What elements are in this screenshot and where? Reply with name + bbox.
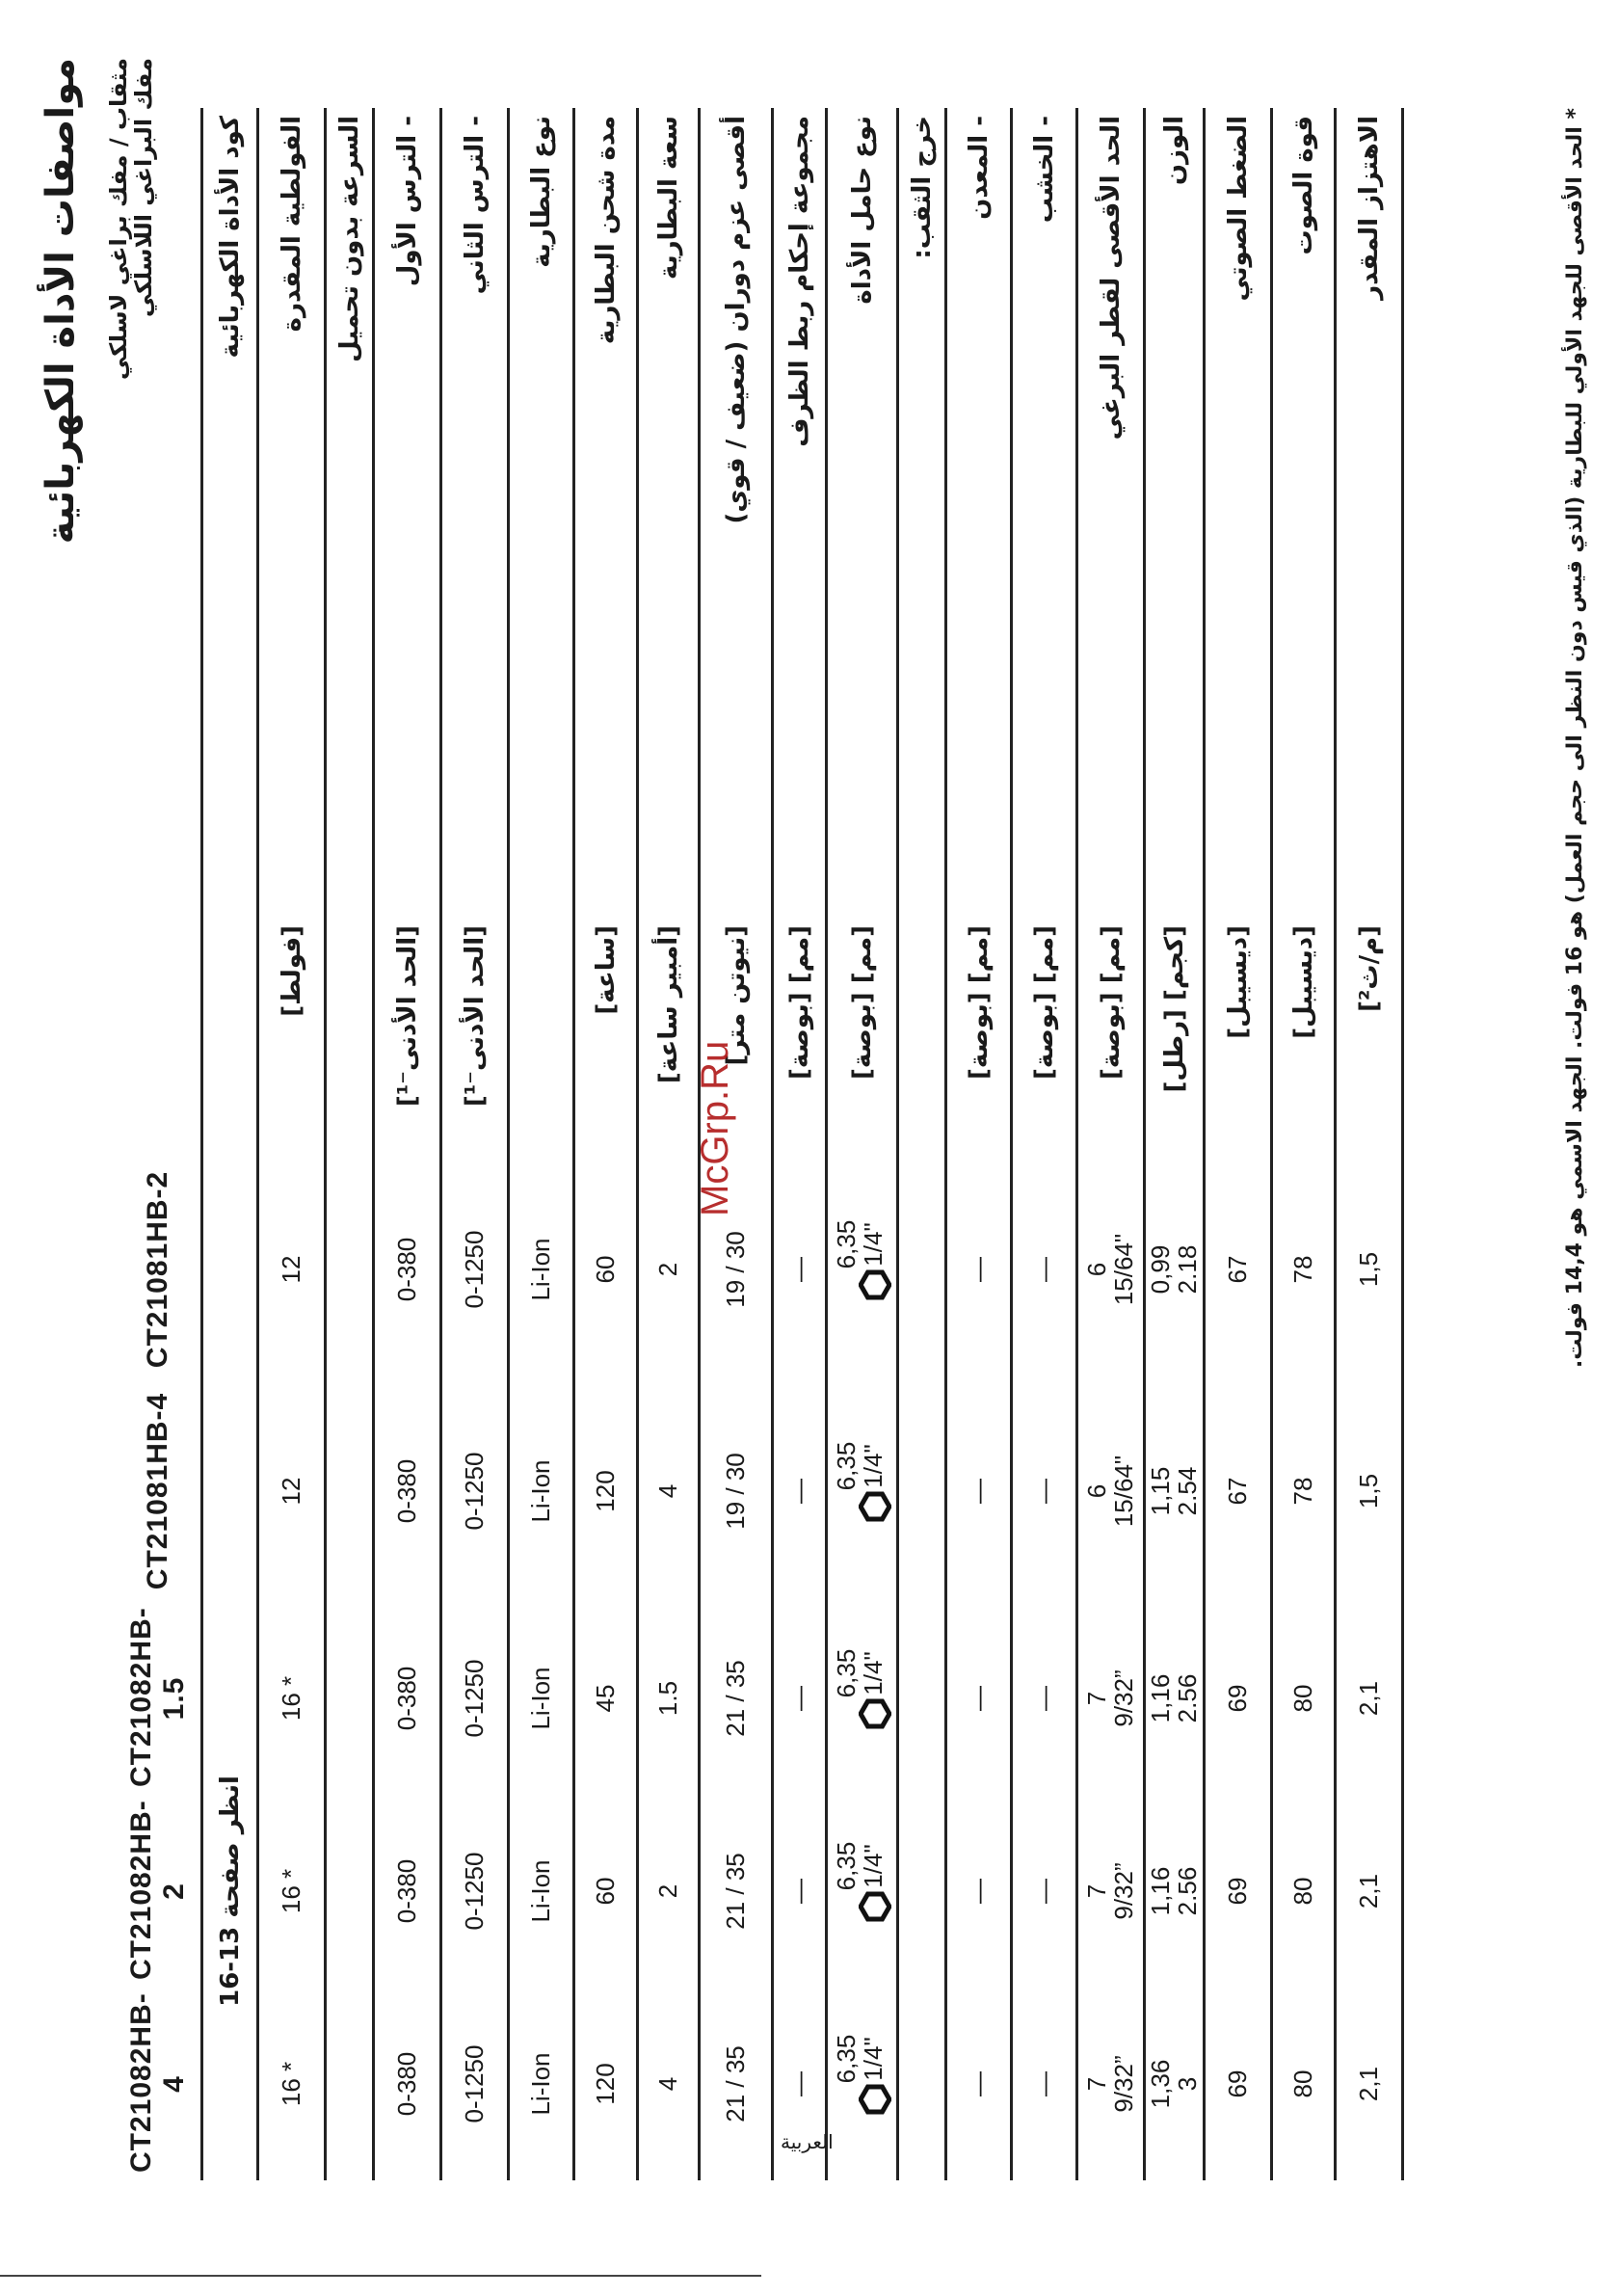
unit-cell: [أمبير ساعة] bbox=[638, 918, 700, 1159]
spec-row bbox=[258, 108, 326, 2180]
spec-row bbox=[827, 108, 898, 2180]
value-cell bbox=[1077, 1159, 1145, 1380]
value-text: 69 bbox=[1223, 1684, 1252, 1713]
row-label: الفولطية المقدرة bbox=[258, 108, 326, 918]
value-cell bbox=[574, 1159, 638, 1380]
value-cell bbox=[827, 1795, 898, 1988]
value-cell bbox=[898, 1602, 946, 1795]
value-secondary: 1/4" bbox=[858, 1844, 888, 1888]
spec-row bbox=[574, 108, 638, 2180]
footnote: * الحد الأقصى للجهد الأولي للبطارية (الذي قيس دون النظر الى حجم العمل) هو 16 فولت. الجهد الاسمي هو 14,4 فولت. bbox=[1563, 108, 1587, 1369]
stacked-value bbox=[1083, 1862, 1137, 1919]
value-text: Li-Ion bbox=[526, 1859, 555, 1923]
value-text: — bbox=[1029, 1686, 1058, 1711]
value-text: 21 / 35 bbox=[721, 1660, 750, 1737]
value-cell bbox=[258, 1602, 326, 1795]
row-label: سعة البطارية bbox=[638, 108, 700, 918]
unit-header bbox=[116, 918, 202, 1159]
value-text: 2,1 bbox=[1354, 1680, 1383, 1717]
value-secondary: 2.18 bbox=[1172, 1244, 1202, 1295]
value-cell bbox=[898, 1380, 946, 1602]
value-secondary: 15/64" bbox=[1108, 1233, 1138, 1306]
value-text: 1.5 bbox=[653, 1680, 682, 1717]
row-label: نوع البطارية bbox=[509, 108, 574, 918]
label-header bbox=[116, 108, 202, 918]
value-text: Li-Ion bbox=[526, 2052, 555, 2116]
see-page-note: انظر صفحة 13-16 bbox=[202, 1602, 258, 2180]
unit-cell: [فولط] bbox=[258, 918, 326, 1159]
value-cell bbox=[326, 1380, 374, 1602]
value-text: — bbox=[784, 1479, 813, 1504]
value-text: 0-380 bbox=[392, 1858, 421, 1924]
value-cell bbox=[1012, 1159, 1077, 1380]
row-label: - المعدن bbox=[946, 108, 1012, 918]
row-label: السرعة بدون تحميل bbox=[326, 108, 374, 918]
value-text: — bbox=[964, 1257, 993, 1282]
unit-cell: [م/ث²] bbox=[1336, 918, 1403, 1159]
value-secondary: 9/32” bbox=[1108, 1669, 1138, 1727]
value-cell bbox=[827, 1602, 898, 1795]
value-cell bbox=[574, 1380, 638, 1602]
value-text: 16 * bbox=[277, 2061, 305, 2107]
value-primary: 6 bbox=[1081, 1483, 1111, 1499]
value-primary: 6,35 bbox=[831, 1841, 861, 1891]
value-cell bbox=[898, 1988, 946, 2180]
stacked-value bbox=[1083, 2055, 1137, 2112]
value-cell bbox=[509, 1795, 574, 1988]
value-cell bbox=[898, 1795, 946, 1988]
value-secondary: 3 bbox=[1172, 2076, 1202, 2092]
spec-table bbox=[116, 108, 1404, 2180]
unit-cell: [مم] [بوصة] bbox=[946, 918, 1012, 1159]
spec-row bbox=[1205, 108, 1272, 2180]
value-cell bbox=[1012, 1602, 1077, 1795]
row-label: نوع حامل الأداة bbox=[827, 108, 898, 918]
unit-cell: [كجم] [رطل] bbox=[1145, 918, 1205, 1159]
value-text: 67 bbox=[1223, 1255, 1252, 1284]
stacked-value bbox=[1083, 1455, 1137, 1527]
value-cell bbox=[509, 1159, 574, 1380]
row-label: كود الأداة الكهربائية bbox=[202, 108, 258, 918]
value-primary: 7 bbox=[1081, 1691, 1111, 1706]
value-cell bbox=[1012, 1380, 1077, 1602]
value-secondary: 9/32” bbox=[1108, 2055, 1138, 2113]
value-primary: 6,35 bbox=[831, 2034, 861, 2084]
value-cell bbox=[1012, 1988, 1077, 2180]
value-cell bbox=[946, 1380, 1012, 1602]
value-text: 21 / 35 bbox=[721, 2045, 750, 2122]
value-text: 1,5 bbox=[1354, 1251, 1383, 1288]
value-text: 0-1250 bbox=[460, 1659, 489, 1738]
unit-cell: [ساعة] bbox=[574, 918, 638, 1159]
page-language-label: العربية bbox=[781, 2130, 834, 2153]
row-label: أقصى عزم دوران (ضعيف / قوي) bbox=[700, 108, 773, 918]
value-text: — bbox=[1029, 1879, 1058, 1904]
value-cell bbox=[700, 1795, 773, 1988]
value-cell bbox=[946, 1795, 1012, 1988]
row-label: - الترس الثاني bbox=[441, 108, 509, 918]
value-text: — bbox=[964, 2071, 993, 2096]
value-text: 0-1250 bbox=[460, 1230, 489, 1309]
value-secondary: 2.56 bbox=[1172, 1866, 1202, 1916]
watermark: McGrp.Ru bbox=[694, 1040, 736, 1216]
value-cell bbox=[827, 1988, 898, 2180]
column-header: CT21081HB-4 bbox=[116, 1380, 202, 1602]
stacked-value bbox=[833, 2035, 887, 2084]
value-cell bbox=[258, 1159, 326, 1380]
value-text: 16 * bbox=[277, 1675, 305, 1722]
stacked-value bbox=[1147, 1867, 1201, 1916]
value-cell bbox=[441, 1988, 509, 2180]
value-cell bbox=[1336, 1159, 1403, 1380]
spec-row bbox=[509, 108, 574, 2180]
value-cell bbox=[374, 1795, 441, 1988]
spec-row bbox=[374, 108, 441, 2180]
unit-cell: [الحد الأدنى⁻¹] bbox=[374, 918, 441, 1159]
value-cell bbox=[638, 1602, 700, 1795]
row-label: الضغط الصوتي bbox=[1205, 108, 1272, 918]
value-cell bbox=[1272, 1159, 1336, 1380]
column-header: CT21082HB-1.5 bbox=[116, 1602, 202, 1795]
value-primary: 1,36 bbox=[1145, 2059, 1175, 2109]
value-text: — bbox=[964, 1686, 993, 1711]
value-text: — bbox=[784, 2071, 813, 2096]
value-primary: 7 bbox=[1081, 2076, 1111, 2092]
value-cell bbox=[946, 1988, 1012, 2180]
value-cell bbox=[326, 1159, 374, 1380]
value-cell bbox=[1205, 1602, 1272, 1795]
spec-row bbox=[202, 108, 258, 2180]
value-text: 80 bbox=[1288, 1877, 1317, 1906]
unit-cell: [مم] [بوصة] bbox=[1012, 918, 1077, 1159]
unit-cell: [مم] [بوصة] bbox=[773, 918, 827, 1159]
stacked-value bbox=[833, 1842, 887, 1891]
column-header: CT21082HB-4 bbox=[116, 1988, 202, 2180]
row-label: - الترس الأول bbox=[374, 108, 441, 918]
value-text: 12 bbox=[277, 1477, 305, 1506]
value-text: 0-1250 bbox=[460, 1852, 489, 1931]
unit-cell bbox=[326, 918, 374, 1159]
value-cell bbox=[574, 1602, 638, 1795]
spec-row bbox=[441, 108, 509, 2180]
value-cell bbox=[700, 1380, 773, 1602]
value-cell bbox=[946, 1602, 1012, 1795]
value-text: 78 bbox=[1288, 1255, 1317, 1284]
value-text: 0-380 bbox=[392, 1237, 421, 1302]
value-cell bbox=[898, 1159, 946, 1380]
value-cell bbox=[441, 1795, 509, 1988]
value-cell bbox=[1272, 1602, 1336, 1795]
unit-cell: [الحد الأدنى⁻¹] bbox=[441, 918, 509, 1159]
value-primary: 6,35 bbox=[831, 1441, 861, 1491]
spec-row bbox=[1077, 108, 1145, 2180]
value-text: 80 bbox=[1288, 2069, 1317, 2098]
value-cell bbox=[509, 1988, 574, 2180]
value-cell bbox=[1272, 1795, 1336, 1988]
stacked-value bbox=[833, 1649, 887, 1698]
value-cell bbox=[202, 1380, 258, 1602]
value-text: 2,1 bbox=[1354, 2066, 1383, 2102]
value-cell bbox=[1336, 1795, 1403, 1988]
value-cell bbox=[1012, 1795, 1077, 1988]
value-text: 19 / 30 bbox=[721, 1231, 750, 1308]
value-cell bbox=[441, 1602, 509, 1795]
value-text: 0-1250 bbox=[460, 1452, 489, 1531]
stacked-value bbox=[1147, 1467, 1201, 1516]
value-primary: 1,16 bbox=[1145, 1673, 1175, 1723]
value-cell bbox=[1336, 1602, 1403, 1795]
value-text: 16 * bbox=[277, 1868, 305, 1914]
value-cell bbox=[509, 1380, 574, 1602]
subtitle-line-1: مثقاب / مفك براغي لاسلكي bbox=[105, 58, 132, 381]
value-cell bbox=[326, 1795, 374, 1988]
unit-cell bbox=[898, 918, 946, 1159]
value-text: 21 / 35 bbox=[721, 1853, 750, 1930]
spec-row bbox=[326, 108, 374, 2180]
value-text: 69 bbox=[1223, 1877, 1252, 1906]
spec-row bbox=[1012, 108, 1077, 2180]
stacked-value bbox=[1147, 1245, 1201, 1295]
stacked-value bbox=[1083, 1669, 1137, 1726]
value-text: 1,5 bbox=[1354, 1473, 1383, 1509]
spec-row bbox=[1336, 108, 1403, 2180]
value-text: 0-380 bbox=[392, 1458, 421, 1524]
value-text: 2 bbox=[653, 1883, 682, 1899]
value-primary: 6 bbox=[1081, 1262, 1111, 1277]
stacked-value bbox=[833, 1442, 887, 1491]
value-text: — bbox=[1029, 2071, 1058, 2096]
value-text: 2,1 bbox=[1354, 1873, 1383, 1909]
unit-cell: [مم] [بوصة] bbox=[1077, 918, 1145, 1159]
value-cell bbox=[773, 1602, 827, 1795]
value-secondary: 1/4" bbox=[858, 2037, 888, 2081]
value-cell bbox=[509, 1602, 574, 1795]
value-text: 80 bbox=[1288, 1684, 1317, 1713]
spec-row bbox=[898, 108, 946, 2180]
spec-row bbox=[773, 108, 827, 2180]
value-secondary: 2.54 bbox=[1172, 1466, 1202, 1516]
value-cell bbox=[258, 1795, 326, 1988]
value-cell bbox=[638, 1380, 700, 1602]
value-cell bbox=[1205, 1380, 1272, 1602]
value-cell bbox=[1077, 1602, 1145, 1795]
column-header: CT21081HB-2 bbox=[116, 1159, 202, 1380]
value-cell bbox=[1272, 1988, 1336, 2180]
value-cell bbox=[1077, 1795, 1145, 1988]
value-cell bbox=[827, 1380, 898, 1602]
value-cell bbox=[1077, 1380, 1145, 1602]
spec-row bbox=[638, 108, 700, 2180]
value-text: — bbox=[1029, 1257, 1058, 1282]
value-text: — bbox=[784, 1879, 813, 1904]
value-primary: 6,35 bbox=[831, 1219, 861, 1269]
subtitle-line-2: مفك البراغي اللاسلكي bbox=[130, 58, 157, 318]
value-cell bbox=[1336, 1988, 1403, 2180]
value-cell bbox=[1145, 1159, 1205, 1380]
value-cell bbox=[374, 1988, 441, 2180]
value-cell bbox=[441, 1380, 509, 1602]
stacked-value bbox=[1147, 1674, 1201, 1723]
value-text: 60 bbox=[591, 1877, 620, 1906]
value-cell bbox=[700, 1602, 773, 1795]
value-cell bbox=[700, 1988, 773, 2180]
stacked-value bbox=[833, 1220, 887, 1269]
value-text: — bbox=[964, 1879, 993, 1904]
value-cell bbox=[574, 1988, 638, 2180]
hex-socket-icon bbox=[859, 1490, 891, 1523]
value-secondary: 1/4" bbox=[858, 1222, 888, 1267]
value-cell bbox=[326, 1988, 374, 2180]
value-cell bbox=[638, 1988, 700, 2180]
row-label: الحد الأقصى لقطر البرغي bbox=[1077, 108, 1145, 918]
unit-cell: [ديسيبل] bbox=[1205, 918, 1272, 1159]
value-text: 19 / 30 bbox=[721, 1453, 750, 1530]
value-text: 120 bbox=[591, 1470, 620, 1512]
value-cell bbox=[1145, 1988, 1205, 2180]
value-cell bbox=[1205, 1988, 1272, 2180]
hex-socket-icon bbox=[859, 2083, 891, 2116]
value-cell bbox=[374, 1380, 441, 1602]
value-cell bbox=[946, 1159, 1012, 1380]
unit-cell: [ديسيبل] bbox=[1272, 918, 1336, 1159]
value-text: — bbox=[964, 1479, 993, 1504]
value-text: — bbox=[784, 1257, 813, 1282]
value-cell bbox=[441, 1159, 509, 1380]
value-text: 120 bbox=[591, 2063, 620, 2105]
spec-row bbox=[1272, 108, 1336, 2180]
column-header: CT21082HB-2 bbox=[116, 1795, 202, 1988]
value-secondary: 15/64" bbox=[1108, 1455, 1138, 1528]
footer-rule bbox=[0, 2275, 761, 2277]
value-cell bbox=[1205, 1795, 1272, 1988]
value-cell bbox=[326, 1602, 374, 1795]
value-text: Li-Ion bbox=[526, 1667, 555, 1730]
spec-row bbox=[946, 108, 1012, 2180]
row-label: خرج الثقب: bbox=[898, 108, 946, 918]
value-text: 2 bbox=[653, 1262, 682, 1277]
value-cell bbox=[827, 1159, 898, 1380]
value-text: 4 bbox=[653, 2076, 682, 2092]
value-cell bbox=[773, 1795, 827, 1988]
value-text: 69 bbox=[1223, 2069, 1252, 2098]
value-cell bbox=[1145, 1602, 1205, 1795]
value-text: Li-Ion bbox=[526, 1459, 555, 1523]
value-cell bbox=[773, 1380, 827, 1602]
value-cell bbox=[638, 1795, 700, 1988]
hex-socket-icon bbox=[859, 1697, 891, 1730]
value-primary: 1,16 bbox=[1145, 1866, 1175, 1916]
value-cell bbox=[773, 1159, 827, 1380]
value-secondary: 9/32” bbox=[1108, 1862, 1138, 1920]
stacked-value bbox=[1083, 1234, 1137, 1305]
unit-cell bbox=[509, 918, 574, 1159]
value-cell bbox=[1205, 1159, 1272, 1380]
value-text: 67 bbox=[1223, 1477, 1252, 1506]
value-text: 4 bbox=[653, 1483, 682, 1499]
row-label: الوزن bbox=[1145, 108, 1205, 918]
row-label: مدة شحن البطارية bbox=[574, 108, 638, 918]
value-cell bbox=[374, 1602, 441, 1795]
value-cell bbox=[574, 1795, 638, 1988]
row-label: - الخشب bbox=[1012, 108, 1077, 918]
value-primary: 1,15 bbox=[1145, 1466, 1175, 1516]
value-text: Li-Ion bbox=[526, 1238, 555, 1301]
row-label: الاهتزاز المقدر bbox=[1336, 108, 1403, 918]
value-secondary: 2.56 bbox=[1172, 1673, 1202, 1723]
value-cell bbox=[1077, 1988, 1145, 2180]
unit-cell bbox=[202, 918, 258, 1159]
value-cell bbox=[1272, 1380, 1336, 1602]
page-title: مواصفات الأداة الكهربائية bbox=[39, 58, 83, 545]
row-label: قوة الصوت bbox=[1272, 108, 1336, 918]
value-cell bbox=[258, 1380, 326, 1602]
value-cell bbox=[638, 1159, 700, 1380]
value-cell bbox=[1145, 1380, 1205, 1602]
value-text: 0-1250 bbox=[460, 2044, 489, 2123]
value-cell bbox=[1336, 1380, 1403, 1602]
value-cell bbox=[374, 1159, 441, 1380]
hex-socket-icon bbox=[859, 1890, 891, 1923]
value-primary: 7 bbox=[1081, 1883, 1111, 1899]
value-cell bbox=[258, 1988, 326, 2180]
value-text: 45 bbox=[591, 1684, 620, 1713]
stacked-value bbox=[1147, 2060, 1201, 2109]
unit-cell: [نيوتن متر] bbox=[700, 918, 773, 1159]
value-cell bbox=[1145, 1795, 1205, 1988]
value-text: — bbox=[1029, 1479, 1058, 1504]
value-text: 12 bbox=[277, 1255, 305, 1284]
value-cell bbox=[202, 1159, 258, 1380]
header-row bbox=[116, 108, 202, 2180]
value-text: 0-380 bbox=[392, 2051, 421, 2117]
row-label: مجموعة إحكام ربط الظرف bbox=[773, 108, 827, 918]
value-primary: 0,99 bbox=[1145, 1244, 1175, 1295]
value-secondary: 1/4" bbox=[858, 1444, 888, 1488]
value-text: 60 bbox=[591, 1255, 620, 1284]
hex-socket-icon bbox=[859, 1268, 891, 1301]
spec-row bbox=[1145, 108, 1205, 2180]
value-text: — bbox=[784, 1686, 813, 1711]
value-text: 78 bbox=[1288, 1477, 1317, 1506]
unit-cell: [مم] [بوصة] bbox=[827, 918, 898, 1159]
value-primary: 6,35 bbox=[831, 1648, 861, 1698]
value-text: 0-380 bbox=[392, 1666, 421, 1731]
value-secondary: 1/4" bbox=[858, 1651, 888, 1695]
